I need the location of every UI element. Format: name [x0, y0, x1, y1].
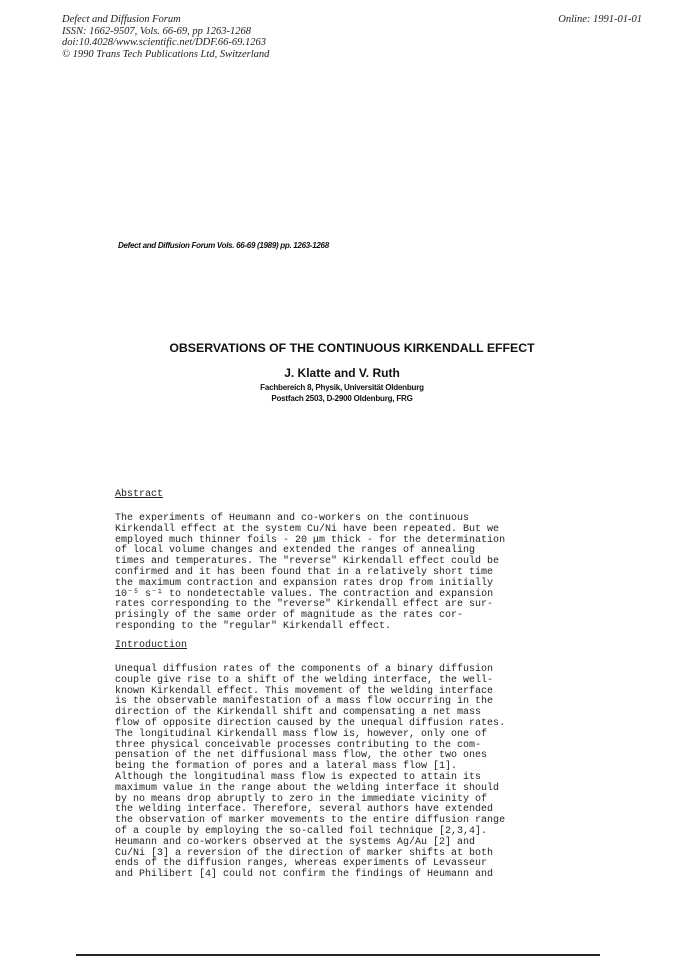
introduction-line: ends of the diffusion ranges, whereas experiments of Levasseur: [115, 858, 488, 870]
introduction-line: Cu/Ni [3] a reversion of the direction of marker shifts at both: [115, 847, 494, 859]
bottom-rule: [76, 954, 600, 956]
abstract-line: confirmed and it has been found that in a relatively short time: [115, 566, 494, 578]
abstract-line: The experiments of Heumann and co-workers on the continuous: [115, 513, 470, 524]
journal-ref-volume: Vols. 66-69 (1989) pp. 1263-1268: [216, 241, 329, 250]
journal-ref-name: Defect and Diffusion Forum: [118, 241, 215, 250]
abstract-line: responding to the "regular" Kirkendall effect.: [115, 620, 392, 632]
introduction-line: The longitudinal Kirkendall mass flow is, however, only one of: [115, 728, 488, 740]
introduction-line: Although the longitudinal mass flow is expected to attain its: [115, 771, 482, 783]
abstract-line: rates corresponding to the "reverse" Kirkendall effect are sur-: [115, 599, 494, 611]
introduction-line: the observation of marker movements to the entire diffusion range: [115, 815, 506, 827]
abstract-line: times and temperatures. The "reverse" Kirkendall effect could be: [115, 556, 500, 568]
meta-copyright: © 1990 Trans Tech Publications Ltd, Switzerland: [62, 48, 270, 60]
abstract-line: of local volume changes and extended the ranges of annealing: [115, 545, 476, 557]
introduction-line: known Kirkendall effect. This movement of the welding interface: [115, 685, 494, 697]
introduction-line: and Philibert [4] could not confirm the findings of Heumann and: [115, 869, 494, 881]
introduction-line: by no means drop abruptly to zero in the immediate vicinity of: [115, 793, 488, 805]
affiliation-line-1: Fachbereich 8, Physik, Universität Oldenburg: [260, 383, 424, 392]
introduction-heading: Introduction: [115, 640, 188, 651]
introduction-line: three physical conceivable processes contributing to the com-: [115, 739, 482, 751]
journal-reference: [118, 241, 329, 250]
introduction-line: flow of opposite direction caused by the unequal diffusion rates.: [115, 717, 506, 729]
abstract-line: Kirkendall effect at the system Cu/Ni have been repeated. But we: [115, 523, 500, 535]
introduction-line: of a couple by employing the so-called foil technique [2,3,4].: [115, 825, 488, 837]
introduction-line: is the observable manifestation of a mass flow occurring in the: [115, 696, 494, 708]
introduction-line: being the formation of pores and a lateral mass flow [1].: [115, 761, 458, 773]
meta-doi: doi:10.4028/www.scientific.net/DDF.66-69.1263: [62, 37, 267, 48]
introduction-line: Heumann and co-workers observed at the systems Ag/Au [2] and: [115, 836, 476, 848]
publication-metadata: [62, 14, 269, 60]
introduction-line: maximum value in the range about the welding interface it should: [115, 782, 500, 794]
abstract-body: [115, 514, 505, 633]
abstract-heading: Abstract: [115, 489, 164, 500]
meta-issn: ISSN: 1662-9507, Vols. 66-69, pp 1263-1268: [62, 25, 251, 37]
introduction-line: couple give rise to a shift of the welding interface, the well-: [115, 674, 494, 686]
affiliation-line-2: Postfach 2503, D-2900 Oldenburg, FRG: [271, 394, 413, 403]
introduction-line: pensation of the net diffusional mass flow, the other two ones: [115, 750, 488, 762]
meta-journal-name: Defect and Diffusion Forum: [62, 14, 181, 25]
introduction-line: the welding interface. Therefore, several authors have extended: [115, 804, 494, 816]
online-date: Online: 1991-01-01: [558, 14, 642, 25]
abstract-line: employed much thinner foils - 20 μm thick - for the determination: [115, 534, 506, 546]
introduction-body: [115, 665, 505, 881]
abstract-line: the maximum contraction and expansion rates drop from initially: [115, 577, 494, 589]
introduction-line: Unequal diffusion rates of the components of a binary diffusion: [115, 664, 494, 675]
abstract-line: prisingly of the same order of magnitude as the rates cor-: [115, 610, 464, 622]
abstract-line: 10⁻⁵ s⁻¹ to nondetectable values. The contraction and expansion: [115, 588, 494, 600]
introduction-line: direction of the Kirkendall shift and compensating a net mass: [115, 707, 482, 719]
paper-title: OBSERVATIONS OF THE CONTINUOUS KIRKENDALL EFFECT: [169, 341, 535, 355]
paper-authors: J. Klatte and V. Ruth: [284, 366, 400, 380]
